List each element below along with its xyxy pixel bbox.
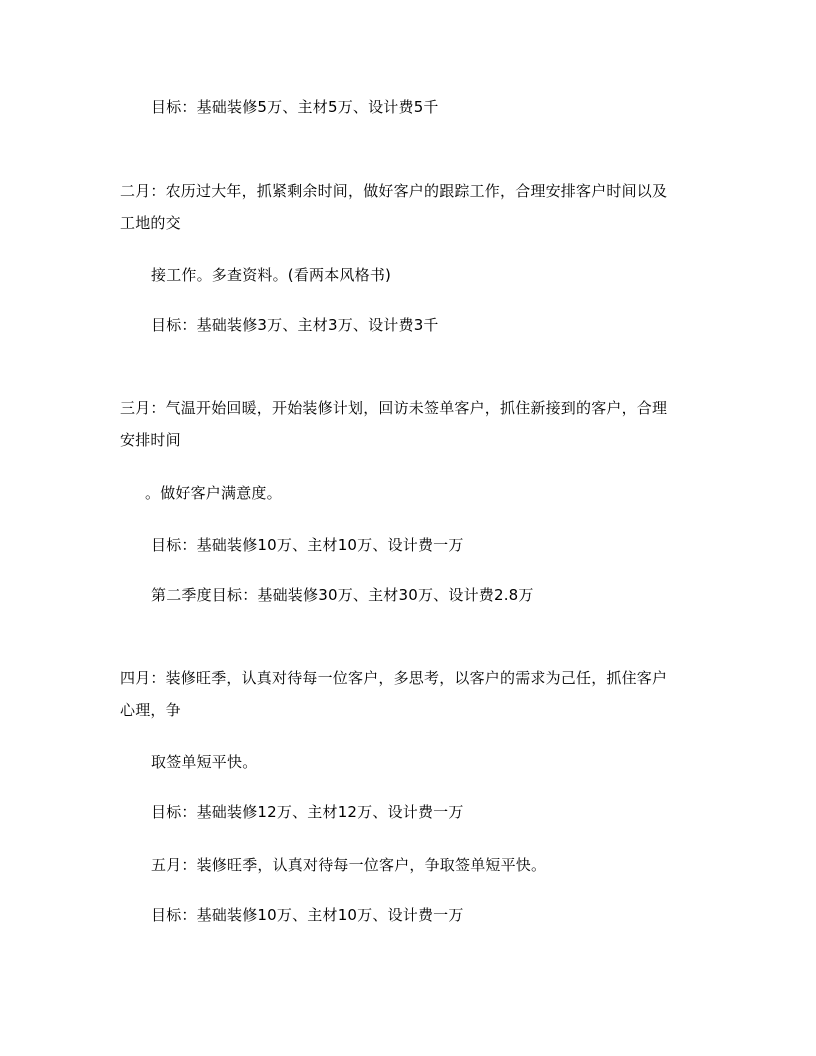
april-plan-line: 四月：装修旺季，认真对待每一位客户，多思考，以客户的需求为己任，抓住客户 — [120, 669, 668, 687]
february-plan-line: 二月：农历过大年，抓紧剩余时间，做好客户的跟踪工作，合理安排客户时间以及 — [120, 182, 668, 200]
march-plan-line: 三月：气温开始回暖，开始装修计划，回访未签单客户，抓住新接到的客户，合理 — [120, 399, 668, 417]
may-plan-line: 五月：装修旺季，认真对待每一位客户，争取签单短平快。 — [151, 856, 547, 874]
april-target-line: 目标：基础装修12万、主材12万、设计费一万 — [151, 803, 464, 821]
january-target-line: 目标：基础装修5万、主材5万、设计费5千 — [151, 98, 439, 116]
march-plan-continuation: 。做好客户满意度。 — [145, 484, 282, 502]
april-plan-continuation: 取签单短平快。 — [151, 753, 258, 771]
q2-target-line: 第二季度目标：基础装修30万、主材30万、设计费2.8万 — [151, 586, 534, 604]
april-plan-line-wrap: 心理，争 — [120, 701, 181, 719]
may-target-line: 目标：基础装修10万、主材10万、设计费一万 — [151, 906, 464, 924]
february-plan-continuation: 接工作。多查资料。(看两本风格书) — [151, 266, 392, 284]
march-plan-line-wrap: 安排时间 — [120, 431, 181, 449]
february-target-line: 目标：基础装修3万、主材3万、设计费3千 — [151, 316, 439, 334]
march-target-line: 目标：基础装修10万、主材10万、设计费一万 — [151, 536, 464, 554]
february-plan-line-wrap: 工地的交 — [120, 214, 181, 232]
